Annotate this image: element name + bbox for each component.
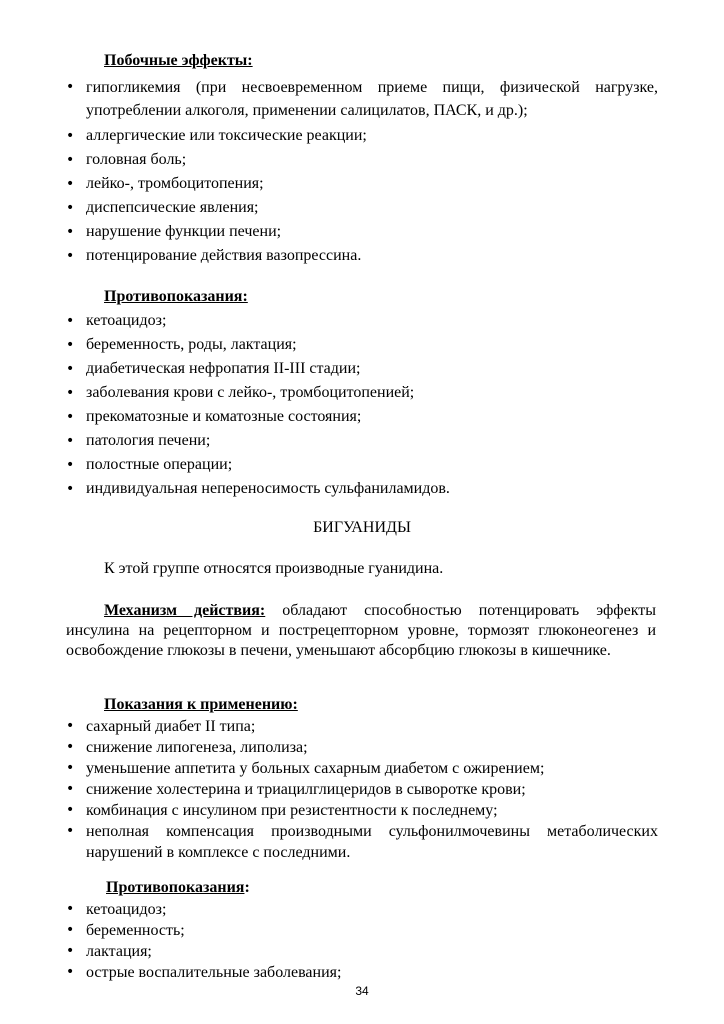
list-item: • патология печени; xyxy=(66,429,658,453)
list-item: • уменьшение аппетита у больных сахарным диабетом с ожирением; xyxy=(66,758,658,779)
list-item: • диспепсические явления; xyxy=(66,196,658,220)
list-item: • полостные операции; xyxy=(66,453,658,477)
side-effects-heading: Побочные эффекты: xyxy=(104,52,253,69)
list-item: • лейко-, тромбоцитопения; xyxy=(66,172,658,196)
section-title: БИГУАНИДЫ xyxy=(313,519,411,536)
list-item: • гипогликемия (при несвоевременном приеме пищи, физической нагрузке, употреблении алкоголя, применении салицилатов, ПАСК, и др.); xyxy=(66,76,658,122)
list-item: • головная боль; xyxy=(66,148,658,172)
list-item: • лактация; xyxy=(66,941,658,962)
list-item: • кетоацидоз; xyxy=(66,309,658,333)
contraindications-2-heading xyxy=(106,878,250,898)
list-item: • сахарный диабет II типа; xyxy=(66,716,658,737)
mechanism-text: обладают способностью потенцировать эффекты инсулина на рецепторном и пострецепторном уровне, тормозят глюконеогенез и освобождение глюкозы в печени, уменьшают абсорбцию глюкозы в кишечнике. xyxy=(66,602,657,659)
list-item: • беременность; xyxy=(66,920,658,941)
list-item: • аллергические или токсические реакции; xyxy=(66,124,658,148)
list-item: • нарушение функции печени; xyxy=(66,220,658,244)
list-item: • потенцирование действия вазопрессина. xyxy=(66,244,658,268)
list-item: • диабетическая нефропатия II-III стадии; xyxy=(66,357,658,381)
contraindications-list xyxy=(66,309,658,501)
list-item: • острые воспалительные заболевания; xyxy=(66,962,658,983)
heading-colon: : xyxy=(244,879,250,896)
page-number: 34 xyxy=(355,984,369,998)
mechanism-label: Механизм действия: xyxy=(104,602,266,619)
mechanism-paragraph xyxy=(66,601,656,661)
intro-paragraph: К этой группе относятся производные гуанидина. xyxy=(104,560,444,577)
list-item: • неполная компенсация производными сульфонилмочевины метаболических нарушений в комплексе с последними. xyxy=(66,821,658,863)
list-item: • комбинация с инсулином при резистентности к последнему; xyxy=(66,800,658,821)
list-item: • прекоматозные и коматозные состояния; xyxy=(66,405,658,429)
list-item: • снижение холестерина и триацилглицеридов в сыворотке крови; xyxy=(66,779,658,800)
contraindications-2-list xyxy=(66,899,658,983)
list-item: • кетоацидоз; xyxy=(66,899,658,920)
list-item: • беременность, роды, лактация; xyxy=(66,333,658,357)
list-item: • индивидуальная непереносимость сульфаниламидов. xyxy=(66,477,658,501)
list-item: • снижение липогенеза, липолиза; xyxy=(66,737,658,758)
indications-list xyxy=(66,716,658,863)
indications-heading: Показания к применению: xyxy=(104,696,298,713)
contraindications-2-heading-text: Противопоказания xyxy=(106,879,245,896)
contraindications-heading: Противопоказания: xyxy=(104,288,248,305)
side-effects-list xyxy=(66,76,658,268)
list-item: • заболевания крови с лейко-, тромбоцитопенией; xyxy=(66,381,658,405)
